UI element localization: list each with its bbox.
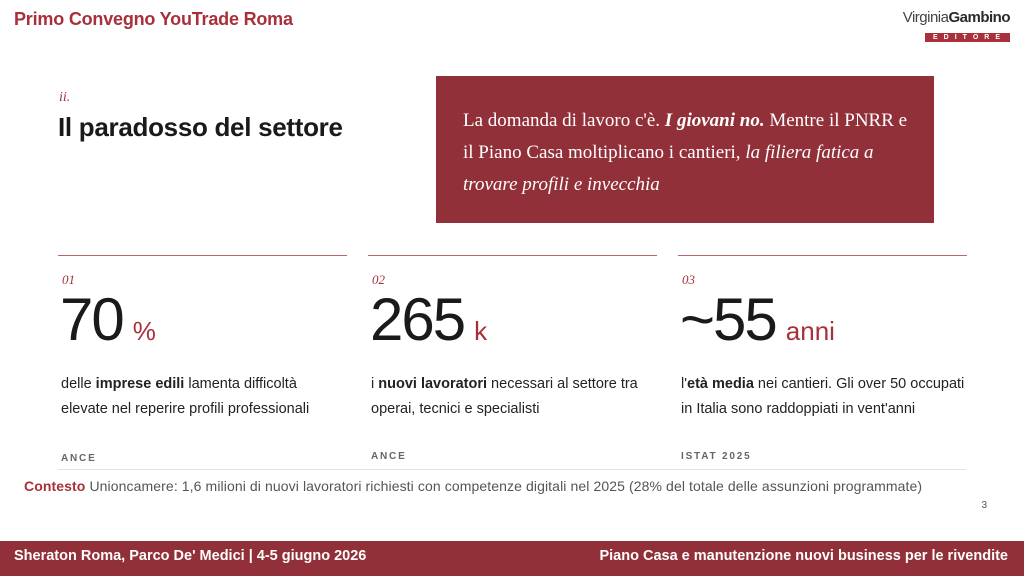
stat-source: ANCE bbox=[61, 453, 97, 464]
context-label: Contesto bbox=[24, 478, 86, 494]
stat-index: 03 bbox=[682, 272, 695, 287]
page-number: 3 bbox=[981, 500, 987, 511]
stat-unit: % bbox=[132, 316, 156, 346]
event-title: Primo Convegno YouTrade Roma bbox=[14, 9, 293, 29]
stat-description bbox=[368, 372, 657, 422]
stat-card-1 bbox=[58, 255, 347, 464]
context-note bbox=[24, 478, 922, 494]
desc-pre: delle bbox=[61, 376, 96, 392]
footer-topic: Piano Casa e manutenzione nuovi business per le rivendite bbox=[599, 548, 1008, 564]
logo-subtitle: EDITORE bbox=[925, 33, 1010, 42]
quote-text bbox=[463, 105, 912, 201]
stat-description bbox=[678, 372, 967, 422]
logo-first-name: Virginia bbox=[902, 9, 949, 26]
stat-card-3 bbox=[678, 255, 967, 462]
publisher-logo bbox=[903, 10, 1010, 44]
desc-highlight: nuovi lavoratori bbox=[378, 376, 488, 392]
quote-part-2: Mentre il PNRR e il Piano Casa moltiplicano i cantieri, bbox=[463, 110, 908, 163]
divider bbox=[678, 255, 967, 256]
stat-source: ANCE bbox=[371, 451, 407, 462]
desc-post: lamenta difficoltà elevate nel reperire profili professionali bbox=[61, 376, 310, 417]
stat-index: 02 bbox=[372, 272, 385, 287]
footer-bar bbox=[0, 541, 1024, 576]
section-title: Il paradosso del settore bbox=[58, 112, 343, 142]
desc-highlight: età media bbox=[687, 376, 754, 392]
divider bbox=[58, 255, 347, 256]
logo-wordmark bbox=[903, 10, 1010, 26]
stat-value: 70 bbox=[60, 286, 123, 353]
desc-highlight: imprese edili bbox=[95, 376, 185, 392]
stat-unit: k bbox=[474, 316, 488, 346]
divider bbox=[58, 469, 966, 470]
highlight-quote-box bbox=[436, 76, 934, 223]
desc-post: necessari al settore tra operai, tecnici e specialisti bbox=[371, 376, 638, 417]
stat-figure bbox=[58, 288, 347, 352]
desc-pre: i bbox=[371, 376, 379, 392]
desc-post: nei cantieri. Gli over 50 occupati in Italia sono raddoppiati in vent'anni bbox=[681, 376, 965, 417]
stat-value: ~55 bbox=[680, 286, 776, 353]
stat-index: 01 bbox=[62, 272, 75, 287]
stat-description bbox=[58, 372, 347, 422]
quote-part-1: La domanda di lavoro c'è. bbox=[463, 110, 665, 131]
stat-source: ISTAT 2025 bbox=[681, 451, 752, 462]
logo-last-name: Gambino bbox=[948, 9, 1010, 26]
quote-emphasis: I giovani no. bbox=[664, 110, 765, 131]
desc-pre: l' bbox=[681, 376, 687, 392]
stat-card-2 bbox=[368, 255, 657, 462]
stat-figure bbox=[678, 288, 967, 352]
section-number: ii. bbox=[59, 90, 71, 105]
stat-figure bbox=[368, 288, 657, 352]
divider bbox=[368, 255, 657, 256]
footer-venue: Sheraton Roma, Parco De' Medici | 4-5 giugno 2026 bbox=[14, 548, 367, 564]
quote-italic: la filiera fatica a trovare profili e invecchia bbox=[463, 142, 874, 195]
context-text: Unioncamere: 1,6 milioni di nuovi lavoratori richiesti con competenze digitali nel 2025 (28% del totale delle assunzioni programmate) bbox=[85, 478, 923, 494]
stat-value: 265 bbox=[370, 286, 465, 353]
stat-unit: anni bbox=[785, 316, 835, 346]
